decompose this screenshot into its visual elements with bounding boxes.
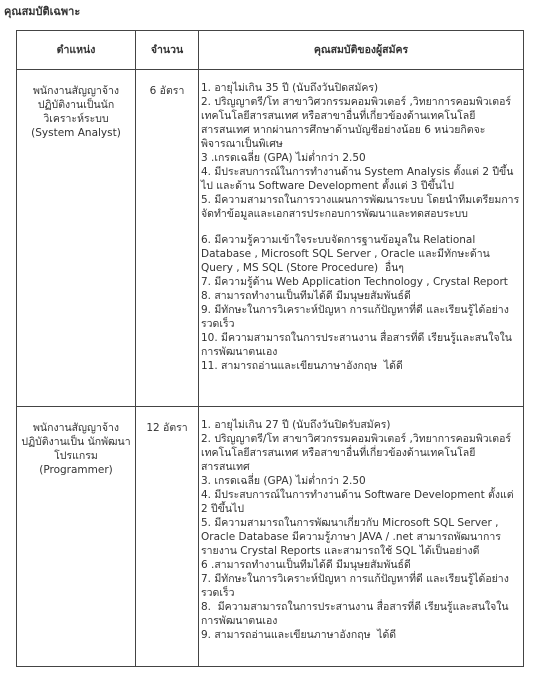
header-position: ตำแหน่ง (17, 31, 136, 70)
qualifications-cell (199, 70, 524, 407)
qualification-item: 5. มีความสามารถในการพัฒนาเกี่ยวกับ Microsoft SQL Server , Oracle Database มีความรู้ภาษา JAVA / .net สามารถพัฒนาการรายงาน Crystal Reports และสามารถใช้ SQL ได้เป็นอย่างดี (201, 517, 502, 557)
qualification-item: 8. มีความสามารถในการประสานงาน สื่อสารที่ดี เรียนรู้และสนใจในการพัฒนาตนเอง (201, 601, 509, 627)
table-header-row (17, 31, 524, 70)
qualification-item: 11. สามารถอ่านและเขียนภาษาอังกฤษ ได้ดี (201, 360, 403, 372)
count-cell: 12 อัตรา (136, 407, 199, 667)
table-row (17, 407, 524, 667)
count-cell: 6 อัตรา (136, 70, 199, 407)
qualification-item: 4. มีประสบการณ์ในการทำงานด้าน System Analysis ตั้งแต่ 2 ปีขึ้นไป และด้าน Software Development ตั้งแต่ 3 ปีขึ้นไป (201, 166, 514, 192)
qualification-item: 1. อายุไม่เกิน 35 ปี (นับถึงวันปิดสมัคร) (201, 82, 379, 94)
qualifications-table (16, 30, 524, 667)
qualification-item: 8. สามารถทำงานเป็นทีมได้ดี มีมนุษยสัมพันธ์ดี (201, 290, 411, 302)
qualification-item: 6 .สามารถทำงานเป็นทีมได้ดี มีมนุษยสัมพันธ์ดี (201, 559, 411, 571)
qualification-item: 10. มีความสามารถในการประสานงาน สื่อสารที่ดี เรียนรู้และสนใจในการพัฒนาตนเอง (201, 332, 512, 358)
qualification-item: 9. สามารถอ่านและเขียนภาษาอังกฤษ ได้ดี (201, 629, 397, 641)
qualification-item: 6. มีความรู้ความเข้าใจระบบจัดการฐานข้อมูลใน Relational Database , Microsoft SQL Server , Oracle และมีทักษะด้าน Query , MS SQL (Store Procedure) อื่นๆ (201, 234, 494, 274)
qualification-item: 3. เกรดเฉลี่ย (GPA) ไม่ต่ำกว่า 2.50 (201, 475, 366, 487)
item-gap (201, 221, 523, 233)
qualification-item: 1. อายุไม่เกิน 27 ปี (นับถึงวันปิดรับสมัคร) (201, 419, 391, 431)
qualification-item: 7. มีความรู้ด้าน Web Application Technology , Crystal Report (201, 276, 508, 288)
qualification-item: 7. มีทักษะในการวิเคราะห์ปัญหา การแก้ปัญหาที่ดี และเรียนรู้ได้อย่างรวดเร็ว (201, 573, 509, 599)
qualification-item: 2. ปริญญาตรี/โท สาขาวิศวกรรมคอมพิวเตอร์ ,วิทยาการคอมพิวเตอร์เทคโนโลยีสารสนเทศ หรือสาขาอื่นที่เกี่ยวข้องด้านเทคโนโลยีสารสนเทศ หากผ่านการศึกษาด้านบัญชีอย่างน้อย 6 หน่วยกิตจะพิจารณาเป็นพิเศษ (201, 96, 512, 150)
qualifications-cell (199, 407, 524, 667)
qualification-item: 9. มีทักษะในการวิเคราะห์ปัญหา การแก้ปัญหาที่ดี และเรียนรู้ได้อย่างรวดเร็ว (201, 304, 509, 330)
qualification-item: 2. ปริญญาตรี/โท สาขาวิศวกรรมคอมพิวเตอร์ ,วิทยาการคอมพิวเตอร์เทคโนโลยีสารสนเทศ หรือสาขาอื่นที่เกี่ยวข้องด้านเทคโนโลยีสารสนเทศ (201, 433, 512, 473)
header-qualifications: คุณสมบัติของผู้สมัคร (199, 31, 524, 70)
position-cell: พนักงานสัญญาจ้าง ปฏิบัติงานเป็น นักพัฒนาโปรแกรม (Programmer) (17, 407, 136, 667)
table-row (17, 70, 524, 407)
qualification-item: 4. มีประสบการณ์ในการทำงานด้าน Software Development ตั้งแต่ 2 ปีขึ้นไป (201, 489, 517, 515)
section-title: คุณสมบัติเฉพาะ (4, 5, 81, 18)
qualification-item: 3 .เกรดเฉลี่ย (GPA) ไม่ต่ำกว่า 2.50 (201, 152, 366, 164)
qualification-item: 5. มีความสามารถในการวางแผนการพัฒนาระบบ โดยนำทีมเตรียมการ จัดทำข้อมูลและเอกสารประกอบการพัฒนาและทดสอบระบบ (201, 194, 523, 220)
header-count: จำนวน (136, 31, 199, 70)
position-cell: พนักงานสัญญาจ้าง ปฏิบัติงานเป็นนักวิเคราะห์ระบบ (System Analyst) (17, 70, 136, 407)
